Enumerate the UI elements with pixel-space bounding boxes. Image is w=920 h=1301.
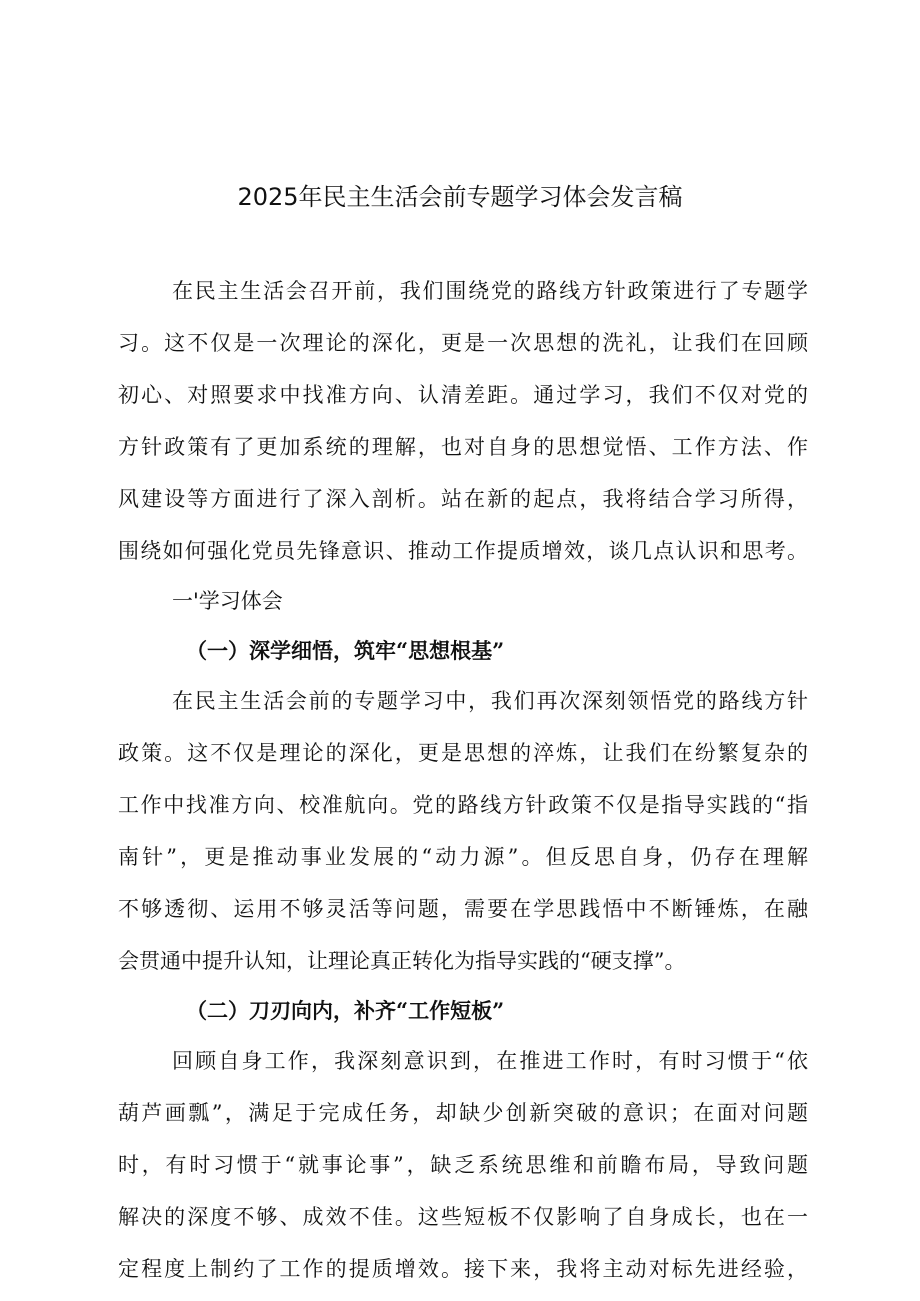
document-title: 2025年民主生活会前专题学习体会发言稿 (237, 183, 683, 211)
subsection-heading: （二）刀刃向内，补齐“工作短板” (186, 998, 505, 1023)
body-line: 定程度上制约了工作的提质增效。接下来，我将主动对标先进经验， (118, 1257, 808, 1281)
body-line: 政策。这不仅是理论的深化，更是思想的淬炼，让我们在纷繁复杂的 (118, 741, 808, 765)
intro-line: 方针政策有了更加系统的理解，也对自身的思想觉悟、工作方法、作 (118, 435, 808, 459)
intro-line: 初心、对照要求中找准方向、认清差距。通过学习，我们不仅对党的 (118, 383, 808, 407)
subsection-heading: （一）深学细悟，筑牢“思想根基” (186, 638, 505, 663)
body-line: 葫芦画瓢”，满足于完成任务，却缺少创新突破的意识；在面对问题 (118, 1101, 808, 1125)
intro-line: 在民主生活会召开前，我们围绕党的路线方针政策进行了专题学 (172, 279, 808, 303)
body-line: 工作中找准方向、校准航向。党的路线方针政策不仅是指导实践的“指 (118, 793, 808, 817)
body-line: 会贯通中提升认知，让理论真正转化为指导实践的“硬支撑”。 (118, 949, 686, 973)
intro-line: 围绕如何强化党员先锋意识、推动工作提质增效，谈几点认识和思考。 (118, 539, 808, 563)
body-line: 回顾自身工作，我深刻意识到，在推进工作时，有时习惯于“依 (172, 1049, 808, 1073)
intro-line: 习。这不仅是一次理论的深化，更是一次思想的洗礼，让我们在回顾 (118, 331, 808, 355)
body-line: 解决的深度不够、成效不佳。这些短板不仅影响了自身成长，也在一 (118, 1205, 808, 1229)
section-heading: 一'学习体会 (172, 589, 283, 613)
body-line: 南针”，更是推动事业发展的“动力源”。但反思自身，仍存在理解 (118, 845, 808, 869)
body-line: 在民主生活会前的专题学习中，我们再次深刻领悟党的路线方针 (172, 689, 808, 713)
body-line: 不够透彻、运用不够灵活等问题，需要在学思践悟中不断锤炼，在融 (118, 897, 808, 921)
body-line: 时，有时习惯于“就事论事”，缺乏系统思维和前瞻布局，导致问题 (118, 1153, 808, 1177)
intro-line: 风建设等方面进行了深入剖析。站在新的起点，我将结合学习所得， (118, 487, 808, 511)
